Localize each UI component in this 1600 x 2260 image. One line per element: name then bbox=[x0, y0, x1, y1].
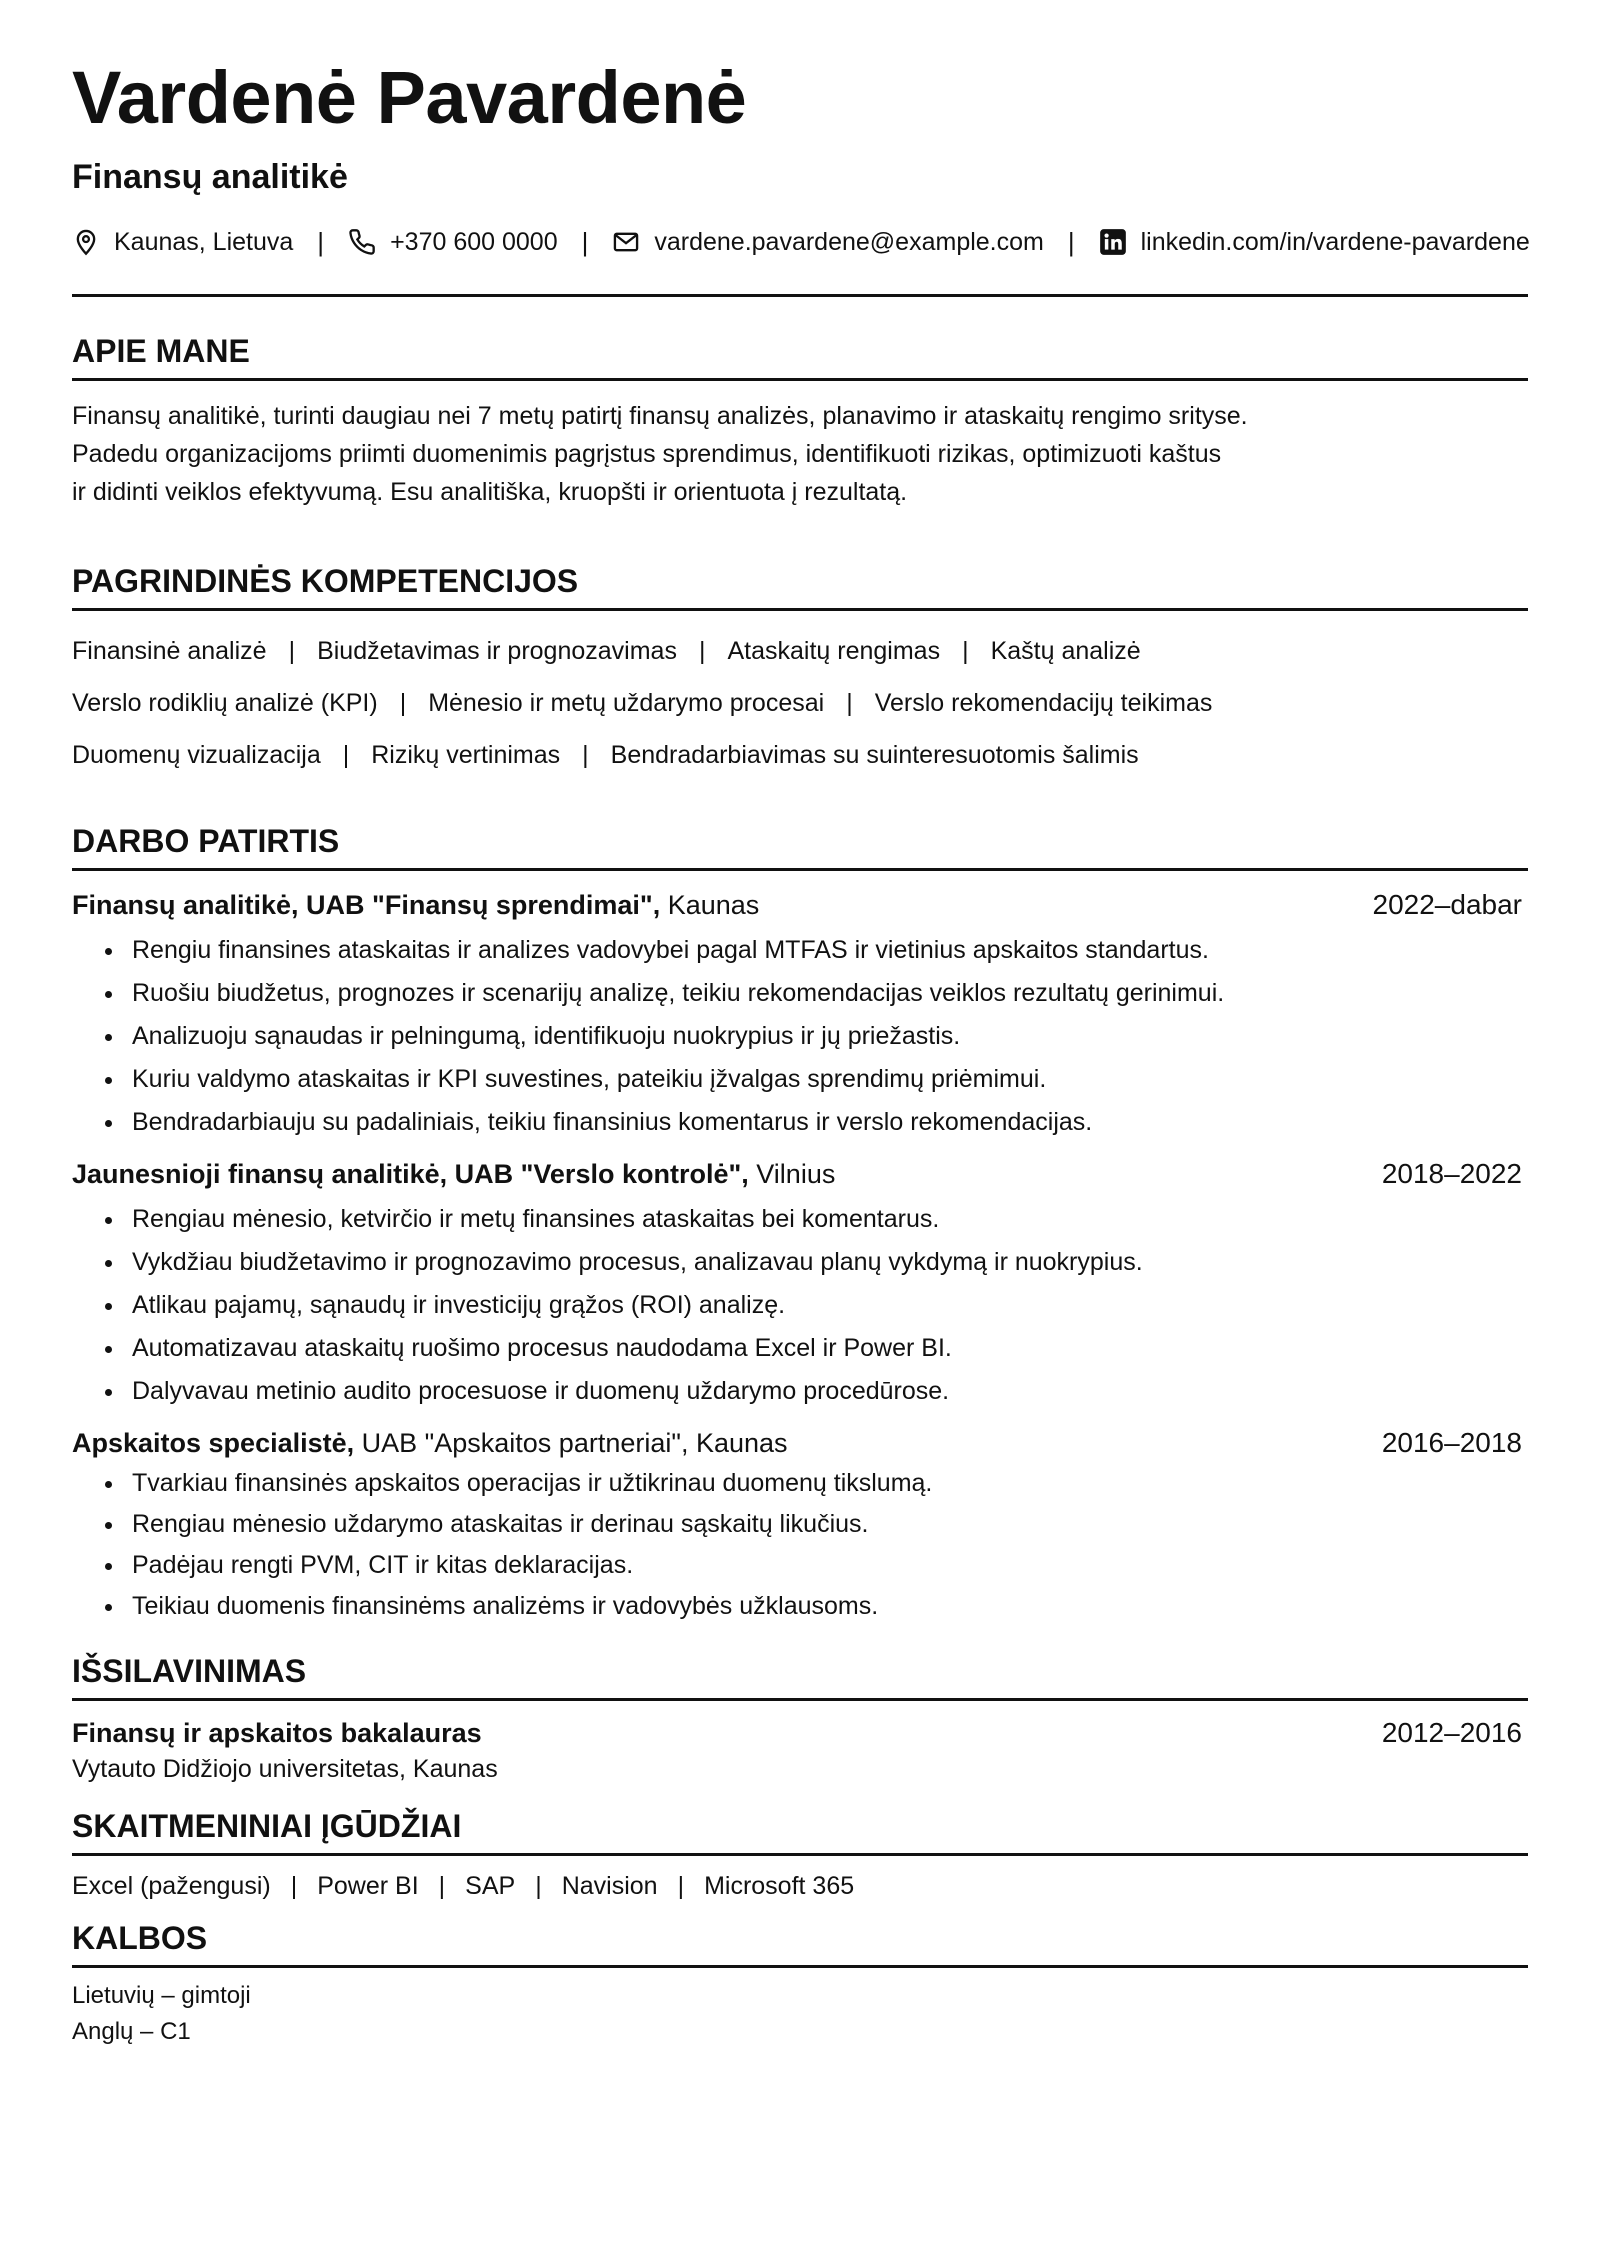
skill-item: Navision bbox=[561, 1871, 658, 1900]
bullet-item: • Rengiu finansines ataskaitas ir analizes vadovybei pagal MTFAS ir vietinius apskaitos standartus. bbox=[126, 929, 1528, 972]
skill-item: Power BI bbox=[317, 1871, 419, 1900]
competency-item: Duomenų vizualizacija bbox=[72, 740, 321, 769]
competency-row bbox=[72, 633, 1528, 669]
skill-item: Excel (pažengusi) bbox=[72, 1871, 271, 1900]
contact-bar bbox=[72, 227, 1528, 258]
separator: | bbox=[317, 226, 325, 257]
job-header bbox=[72, 1427, 1528, 1459]
about-line: Padedu organizacijoms priimti duomenimis pagrįstus sprendimus, identifikuoti rizikas, optimizuoti kaštus bbox=[72, 439, 1222, 468]
linkedin-icon bbox=[1099, 228, 1127, 256]
bullet-item: • Bendradarbiauju su padaliniais, teikiu finansinius komentarus ir verslo rekomendacijas. bbox=[126, 1101, 1528, 1144]
job-dates: 2022–dabar bbox=[1372, 888, 1522, 920]
bullet-item: • Vykdžiau biudžetavimo ir prognozavimo procesus, analizavau planų vykdymą ir nuokrypius. bbox=[126, 1241, 1528, 1284]
languages-list bbox=[72, 1978, 1528, 2050]
digital-skills-row bbox=[72, 1868, 1528, 1904]
person-name: Vardenė Pavardenė bbox=[72, 56, 747, 139]
education-section bbox=[72, 1653, 1528, 1784]
linkedin-text: linkedin.com/in/vardene-pavardene bbox=[1140, 227, 1530, 256]
bullet-item: • Analizuoju sąnaudas ir pelningumą, identifikuoju nuokrypius ir jų priežastis. bbox=[126, 1015, 1528, 1058]
education-header bbox=[72, 1717, 1528, 1749]
separator: | bbox=[288, 636, 296, 665]
bullet-item: • Tvarkiau finansinės apskaitos operacijas ir užtikrinau duomenų tikslumą. bbox=[126, 1463, 1528, 1504]
bullet-item: • Kuriu valdymo ataskaitas ir KPI suvestines, pateikiu įžvalgas sprendimų priėmimui. bbox=[126, 1058, 1528, 1101]
job-bullets bbox=[72, 929, 1528, 1144]
about-line: Finansų analitikė, turinti daugiau nei 7 metų patirtį finansų analizės, planavimo ir ataskaitų rengimo srityse. bbox=[72, 401, 1248, 430]
phone-text: +370 600 0000 bbox=[390, 227, 558, 256]
separator: | bbox=[399, 688, 407, 717]
competencies-section bbox=[72, 563, 1528, 773]
separator: | bbox=[846, 688, 853, 717]
competency-row bbox=[72, 737, 1528, 773]
separator: | bbox=[342, 740, 350, 769]
job-title-bold: Finansų analitikė, UAB "Finansų sprendimai", bbox=[72, 889, 661, 920]
competency-item: Ataskaitų rengimas bbox=[727, 636, 941, 665]
competency-item: Verslo rekomendacijų teikimas bbox=[874, 688, 1213, 717]
competency-item: Bendradarbiavimas su suinteresuotomis šalimis bbox=[610, 740, 1139, 769]
job-header bbox=[72, 889, 1528, 921]
section-title: SKAITMENINIAI ĮGŪDŽIAI bbox=[72, 1808, 1528, 1856]
language-item: Anglų – C1 bbox=[72, 2017, 191, 2045]
degree-title: Finansų ir apskaitos bakalauras bbox=[72, 1717, 482, 1748]
job-header bbox=[72, 1158, 1528, 1190]
bullet-item: • Padėjau rengti PVM, CIT ir kitas deklaracijas. bbox=[126, 1545, 1528, 1586]
separator: | bbox=[438, 1871, 446, 1900]
job-location: Vilnius bbox=[748, 1158, 836, 1189]
bullet-item: • Dalyvavau metinio audito procesuose ir duomenų uždarymo procedūrose. bbox=[126, 1370, 1528, 1413]
job-location: UAB "Apskaitos partneriai", Kaunas bbox=[354, 1427, 788, 1458]
separator: | bbox=[290, 1871, 298, 1900]
about-line: ir didinti veiklos efektyvumą. Esu analitiška, kruopšti ir orientuota į rezultatą. bbox=[72, 477, 908, 506]
job-title bbox=[72, 890, 759, 921]
bullet-item: • Teikiau duomenis finansinėms analizėms ir vadovybės užklausoms. bbox=[126, 1586, 1528, 1627]
job-location: Kaunas bbox=[660, 889, 760, 920]
bullet-item: • Rengiau mėnesio uždarymo ataskaitas ir derinau sąskaitų likučius. bbox=[126, 1504, 1528, 1545]
about-section bbox=[72, 333, 1528, 511]
envelope-icon bbox=[612, 228, 640, 256]
contact-linkedin bbox=[1099, 228, 1530, 257]
about-text bbox=[72, 397, 1528, 511]
separator: | bbox=[698, 636, 706, 665]
section-title: APIE MANE bbox=[72, 333, 1528, 381]
job-dates: 2018–2022 bbox=[1381, 1157, 1522, 1189]
separator: | bbox=[581, 226, 589, 257]
experience-section bbox=[72, 823, 1528, 1627]
competency-item: Kaštų analizė bbox=[990, 636, 1141, 665]
section-title: IŠSILAVINIMAS bbox=[72, 1653, 1528, 1701]
separator: | bbox=[535, 1871, 542, 1900]
phone-icon bbox=[348, 228, 376, 256]
job-bullets bbox=[72, 1463, 1528, 1627]
education-dates: 2012–2016 bbox=[1381, 1716, 1522, 1748]
job-title bbox=[72, 1428, 788, 1459]
school-name: Vytauto Didžiojo universitetas, Kaunas bbox=[72, 1754, 498, 1783]
competency-item: Finansinė analizė bbox=[72, 636, 267, 665]
job-entry bbox=[72, 889, 1528, 1144]
languages-section bbox=[72, 1920, 1528, 2050]
job-title bbox=[72, 1159, 835, 1190]
language-item: Lietuvių – gimtoji bbox=[72, 1981, 251, 2009]
section-title: KALBOS bbox=[72, 1920, 1528, 1968]
location-pin-icon bbox=[72, 228, 100, 256]
contact-email bbox=[612, 228, 1044, 257]
separator: | bbox=[677, 1871, 685, 1900]
separator: | bbox=[962, 636, 969, 665]
separator: | bbox=[582, 740, 589, 769]
contact-phone bbox=[348, 228, 558, 257]
competency-item: Biudžetavimas ir prognozavimas bbox=[317, 636, 677, 665]
job-dates: 2016–2018 bbox=[1381, 1426, 1522, 1458]
job-title-bold: Jaunesnioji finansų analitikė, UAB "Verslo kontrolė", bbox=[72, 1158, 749, 1189]
job-title: Finansų analitikė bbox=[72, 157, 348, 196]
section-title: DARBO PATIRTIS bbox=[72, 823, 1528, 871]
competency-item: Rizikų vertinimas bbox=[371, 740, 561, 769]
job-title-bold: Apskaitos specialistė, bbox=[72, 1427, 355, 1458]
bullet-item: • Atlikau pajamų, sąnaudų ir investicijų grąžos (ROI) analizę. bbox=[126, 1284, 1528, 1327]
job-bullets bbox=[72, 1198, 1528, 1413]
contact-location bbox=[72, 228, 293, 257]
job-entry bbox=[72, 1427, 1528, 1627]
digital-skills-section bbox=[72, 1808, 1528, 1904]
bullet-item: • Rengiau mėnesio, ketvirčio ir metų finansines ataskaitas bei komentarus. bbox=[126, 1198, 1528, 1241]
location-text: Kaunas, Lietuva bbox=[114, 227, 294, 256]
email-text: vardene.pavardene@example.com bbox=[654, 227, 1044, 256]
bullet-item: • Automatizavau ataskaitų ruošimo procesus naudodama Excel ir Power BI. bbox=[126, 1327, 1528, 1370]
job-entry bbox=[72, 1158, 1528, 1413]
competency-row bbox=[72, 685, 1528, 721]
competency-item: Verslo rodiklių analizė (KPI) bbox=[72, 688, 378, 717]
skill-item: Microsoft 365 bbox=[704, 1871, 855, 1900]
bullet-item: • Ruošiu biudžetus, prognozes ir scenarijų analizę, teikiu rekomendacijas veiklos rezultatų gerinimui. bbox=[126, 972, 1528, 1015]
section-title: PAGRINDINĖS KOMPETENCIJOS bbox=[72, 563, 1528, 611]
competency-item: Mėnesio ir metų uždarymo procesai bbox=[428, 688, 825, 717]
skill-item: SAP bbox=[465, 1871, 516, 1900]
header-divider bbox=[72, 294, 1528, 297]
separator: | bbox=[1067, 226, 1075, 257]
